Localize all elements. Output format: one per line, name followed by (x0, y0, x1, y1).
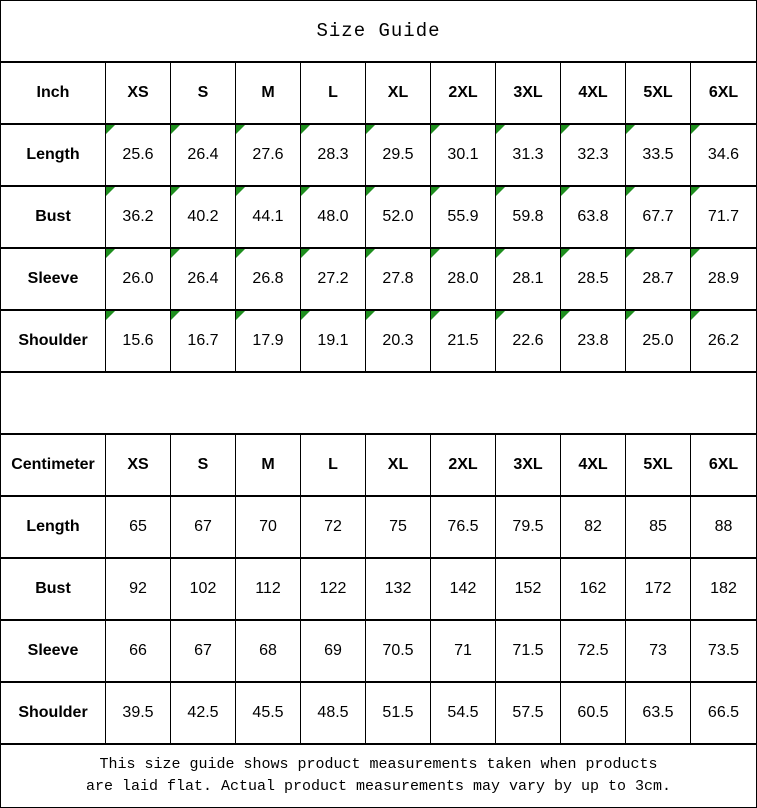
cell-text: 68 (259, 642, 277, 659)
corner-marker-icon (626, 249, 635, 258)
value-cell (691, 249, 756, 311)
value-cell (626, 249, 691, 311)
cell-text: 75 (389, 518, 407, 535)
size-header-cell (301, 63, 366, 125)
size-header-cell (691, 435, 756, 497)
corner-marker-icon (626, 187, 635, 196)
corner-marker-icon (236, 187, 245, 196)
corner-marker-icon (236, 125, 245, 134)
cell-text: S (197, 84, 209, 101)
cell-text: 73 (649, 642, 667, 659)
corner-marker-icon (431, 125, 440, 134)
row-label-cell (1, 249, 106, 311)
value-cell (301, 311, 366, 373)
corner-marker-icon (301, 187, 310, 196)
value-cell (691, 621, 756, 683)
value-cell (496, 559, 561, 621)
cell-text: 73.5 (707, 642, 740, 659)
table-gap-row (1, 373, 756, 435)
cell-text: 66.5 (707, 704, 740, 721)
corner-marker-icon (301, 125, 310, 134)
size-header-cell (366, 435, 431, 497)
value-cell (171, 621, 236, 683)
value-cell (691, 559, 756, 621)
cell-text: Shoulder (18, 332, 88, 349)
footer-note-line1: This size guide shows product measurements taken when products (99, 755, 658, 773)
value-cell (431, 311, 496, 373)
cell-text: 26.0 (122, 270, 154, 287)
value-cell (236, 497, 301, 559)
cell-text: 32.3 (577, 146, 609, 163)
cell-text: Sleeve (27, 270, 79, 287)
cell-text: 4XL (578, 456, 608, 473)
corner-marker-icon (106, 311, 115, 320)
cell-text: 28.0 (447, 270, 479, 287)
cell-text: S (197, 456, 209, 473)
corner-marker-icon (496, 125, 505, 134)
cell-text: 79.5 (512, 518, 544, 535)
value-cell (431, 683, 496, 745)
corner-marker-icon (301, 249, 310, 258)
cell-text: Length (26, 518, 80, 535)
value-cell (626, 187, 691, 249)
corner-marker-icon (561, 125, 570, 134)
row-label-cell (1, 621, 106, 683)
corner-marker-icon (171, 311, 180, 320)
value-cell (236, 559, 301, 621)
cell-text: 26.8 (252, 270, 284, 287)
cell-text: 19.1 (317, 332, 349, 349)
value-cell (171, 311, 236, 373)
cell-text: 67 (194, 642, 212, 659)
cell-text: 16.7 (187, 332, 219, 349)
value-cell (236, 125, 301, 187)
value-cell (171, 187, 236, 249)
value-cell (106, 683, 171, 745)
value-cell (496, 497, 561, 559)
cell-text: 28.1 (512, 270, 544, 287)
row-label-cell (1, 311, 106, 373)
cell-text: L (328, 84, 338, 101)
value-cell (431, 249, 496, 311)
cell-text: 28.3 (317, 146, 349, 163)
cell-text: M (261, 456, 275, 473)
value-cell (171, 559, 236, 621)
cell-text: XS (127, 84, 149, 101)
corner-marker-icon (106, 249, 115, 258)
cell-text: 88 (714, 518, 733, 535)
value-cell (691, 311, 756, 373)
corner-marker-icon (561, 249, 570, 258)
corner-marker-icon (106, 187, 115, 196)
value-cell (171, 683, 236, 745)
value-cell (236, 187, 301, 249)
cell-text: 28.7 (642, 270, 674, 287)
cell-text: Length (26, 146, 80, 163)
corner-marker-icon (171, 125, 180, 134)
value-cell (301, 621, 366, 683)
cell-text: 71 (454, 642, 472, 659)
cell-text: 172 (644, 580, 672, 597)
corner-marker-icon (496, 311, 505, 320)
size-header-cell (106, 435, 171, 497)
cm-size-table (1, 435, 756, 745)
corner-marker-icon (366, 311, 375, 320)
corner-marker-icon (106, 125, 115, 134)
value-cell (106, 187, 171, 249)
cell-text: 63.5 (642, 704, 674, 721)
value-cell (691, 683, 756, 745)
cell-text: 23.8 (577, 332, 609, 349)
value-cell (301, 559, 366, 621)
size-header-cell (431, 435, 496, 497)
value-cell (366, 559, 431, 621)
cell-text: 25.6 (122, 146, 154, 163)
value-cell (106, 559, 171, 621)
cell-text: 67.7 (642, 208, 674, 225)
cell-text: 63.8 (577, 208, 609, 225)
value-cell (431, 559, 496, 621)
cell-text: 3XL (513, 84, 543, 101)
cell-text: 45.5 (252, 704, 284, 721)
corner-marker-icon (171, 249, 180, 258)
cell-text: 70.5 (382, 642, 414, 659)
value-cell (496, 249, 561, 311)
cell-text: XL (387, 84, 409, 101)
cell-text: 102 (189, 580, 217, 597)
value-cell (171, 125, 236, 187)
corner-marker-icon (301, 311, 310, 320)
cell-text: 71.7 (707, 208, 740, 225)
cell-text: 44.1 (252, 208, 284, 225)
inch-size-table (1, 63, 756, 373)
value-cell (106, 125, 171, 187)
value-cell (561, 187, 626, 249)
size-header-cell (496, 435, 561, 497)
cell-text: 48.0 (317, 208, 349, 225)
value-cell (626, 497, 691, 559)
row-label-cell (1, 559, 106, 621)
value-cell (171, 497, 236, 559)
size-header-cell (496, 63, 561, 125)
value-cell (301, 187, 366, 249)
cell-text: 122 (319, 580, 347, 597)
cell-text: 27.8 (382, 270, 414, 287)
row-label-cell (1, 125, 106, 187)
cell-text: 112 (255, 580, 281, 597)
size-header-cell (171, 435, 236, 497)
cell-text: 5XL (643, 456, 673, 473)
value-cell (561, 559, 626, 621)
cell-text: 3XL (513, 456, 543, 473)
cell-text: 25.0 (642, 332, 674, 349)
value-cell (431, 621, 496, 683)
value-cell (366, 621, 431, 683)
value-cell (106, 249, 171, 311)
corner-marker-icon (691, 187, 700, 196)
size-header-cell (626, 63, 691, 125)
title-row (1, 1, 756, 63)
value-cell (626, 311, 691, 373)
cell-text: 39.5 (122, 704, 154, 721)
size-header-cell (106, 63, 171, 125)
value-cell (561, 311, 626, 373)
corner-marker-icon (431, 249, 440, 258)
corner-marker-icon (171, 187, 180, 196)
size-header-cell (561, 435, 626, 497)
cell-text: 33.5 (642, 146, 674, 163)
cell-text: Shoulder (18, 704, 88, 721)
value-cell (301, 497, 366, 559)
unit-label-cell (1, 63, 106, 125)
cell-text: 30.1 (447, 146, 479, 163)
value-cell (366, 311, 431, 373)
cell-text: 6XL (708, 456, 739, 473)
footer-note (1, 745, 756, 807)
cell-text: 22.6 (512, 332, 544, 349)
cell-text: 36.2 (122, 208, 154, 225)
size-header-cell (171, 63, 236, 125)
cell-text: 182 (710, 580, 737, 597)
size-header-cell (561, 63, 626, 125)
value-cell (691, 497, 756, 559)
cell-text: 57.5 (512, 704, 544, 721)
value-cell (106, 311, 171, 373)
cell-text: 26.2 (707, 332, 740, 349)
cell-text: 28.9 (707, 270, 740, 287)
cell-text: 34.6 (707, 146, 740, 163)
value-cell (496, 187, 561, 249)
value-cell (366, 497, 431, 559)
value-cell (626, 683, 691, 745)
cell-text: 142 (449, 580, 477, 597)
value-cell (366, 187, 431, 249)
value-cell (301, 249, 366, 311)
value-cell (561, 125, 626, 187)
value-cell (561, 249, 626, 311)
corner-marker-icon (366, 125, 375, 134)
value-cell (561, 621, 626, 683)
corner-marker-icon (236, 249, 245, 258)
size-header-cell (431, 63, 496, 125)
cell-text: 59.8 (512, 208, 544, 225)
cell-text: 2XL (448, 456, 478, 473)
corner-marker-icon (496, 249, 505, 258)
value-cell (366, 125, 431, 187)
cell-text: 42.5 (187, 704, 219, 721)
cell-text: 51.5 (382, 704, 414, 721)
cell-text: 82 (584, 518, 602, 535)
corner-marker-icon (236, 311, 245, 320)
cell-text: 48.5 (317, 704, 349, 721)
value-cell (626, 621, 691, 683)
value-cell (561, 683, 626, 745)
value-cell (366, 683, 431, 745)
size-header-cell (366, 63, 431, 125)
cell-text: XL (387, 456, 409, 473)
cell-text: 52.0 (382, 208, 414, 225)
value-cell (691, 187, 756, 249)
row-label-cell (1, 187, 106, 249)
value-cell (496, 311, 561, 373)
corner-marker-icon (691, 249, 700, 258)
cell-text: Bust (35, 208, 71, 225)
value-cell (626, 559, 691, 621)
value-cell (171, 249, 236, 311)
cell-text: 27.2 (317, 270, 349, 287)
cell-text: 67 (194, 518, 212, 535)
cell-text: 76.5 (447, 518, 479, 535)
cell-text: 92 (129, 580, 147, 597)
value-cell (236, 249, 301, 311)
corner-marker-icon (366, 249, 375, 258)
cell-text: 26.4 (187, 270, 219, 287)
corner-marker-icon (431, 187, 440, 196)
value-cell (106, 497, 171, 559)
cell-text: 65 (129, 518, 147, 535)
cell-text: Sleeve (27, 642, 79, 659)
size-header-cell (236, 435, 301, 497)
cell-text: 15.6 (122, 332, 154, 349)
cell-text: 28.5 (577, 270, 609, 287)
cell-text: Inch (36, 84, 70, 101)
cell-text: 70 (259, 518, 277, 535)
cell-text: M (261, 84, 275, 101)
value-cell (561, 497, 626, 559)
cell-text: 4XL (578, 84, 608, 101)
size-header-cell (691, 63, 756, 125)
cell-text: 162 (579, 580, 607, 597)
cell-text: 54.5 (447, 704, 479, 721)
cell-text: 31.3 (512, 146, 544, 163)
cell-text: 66 (129, 642, 147, 659)
cell-text: 71.5 (512, 642, 544, 659)
corner-marker-icon (691, 311, 700, 320)
value-cell (301, 125, 366, 187)
cell-text: 2XL (448, 84, 478, 101)
footer-note-line2: are laid flat. Actual product measurements may vary by up to 3cm. (85, 778, 672, 795)
size-header-cell (236, 63, 301, 125)
value-cell (496, 683, 561, 745)
cell-text: XS (127, 456, 149, 473)
row-label-cell (1, 683, 106, 745)
value-cell (431, 187, 496, 249)
row-label-cell (1, 497, 106, 559)
value-cell (236, 311, 301, 373)
cell-text: Centimeter (11, 456, 95, 473)
cell-text: 72.5 (577, 642, 609, 659)
value-cell (236, 621, 301, 683)
value-cell (431, 497, 496, 559)
corner-marker-icon (561, 311, 570, 320)
cell-text: 20.3 (382, 332, 414, 349)
value-cell (431, 125, 496, 187)
cell-text: 152 (514, 580, 542, 597)
cell-text: 132 (384, 580, 412, 597)
value-cell (301, 683, 366, 745)
cell-text: L (328, 456, 338, 473)
cell-text: 26.4 (187, 146, 219, 163)
size-header-cell (626, 435, 691, 497)
value-cell (691, 125, 756, 187)
cell-text: 60.5 (577, 704, 609, 721)
cell-text: 5XL (643, 84, 673, 101)
unit-label-cell (1, 435, 106, 497)
corner-marker-icon (626, 125, 635, 134)
value-cell (106, 621, 171, 683)
cell-text: 72 (324, 518, 342, 535)
page-title: Size Guide (316, 20, 441, 42)
corner-marker-icon (366, 187, 375, 196)
value-cell (236, 683, 301, 745)
cell-text: 40.2 (187, 208, 219, 225)
corner-marker-icon (691, 125, 700, 134)
corner-marker-icon (626, 311, 635, 320)
cell-text: Bust (35, 580, 71, 597)
corner-marker-icon (561, 187, 570, 196)
value-cell (496, 621, 561, 683)
value-cell (366, 249, 431, 311)
size-header-cell (301, 435, 366, 497)
cell-text: 17.9 (252, 332, 284, 349)
corner-marker-icon (431, 311, 440, 320)
cell-text: 69 (324, 642, 342, 659)
cell-text: 6XL (708, 84, 739, 101)
cell-text: 21.5 (447, 332, 479, 349)
value-cell (496, 125, 561, 187)
cell-text: 85 (649, 518, 667, 535)
cell-text: 55.9 (447, 208, 479, 225)
cell-text: 27.6 (252, 146, 284, 163)
value-cell (626, 125, 691, 187)
cell-text: 29.5 (382, 146, 414, 163)
corner-marker-icon (496, 187, 505, 196)
